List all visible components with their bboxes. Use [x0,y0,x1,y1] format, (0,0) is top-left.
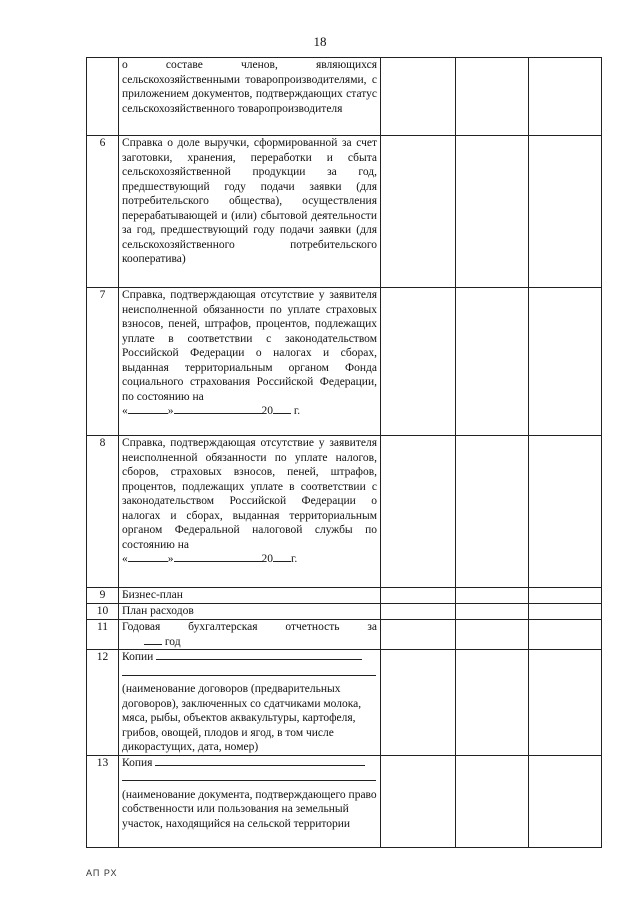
row-text-body: Справка, подтверждающая отсутствие у заявителя неисполненной обязанности по уплате налогов, сборов, страховых взносов, пеней, штрафов, процентов, подлежащих уплате в соответствии с законодательством Российской Федерации о налогах и сборах, выданная территориальным органом Федеральной налоговой службы по состоянию на [122,437,377,551]
row-text: Справка о доле выручки, сформированной за счет заготовки, хранения, переработки и сбыта сельскохозяйственной продукции за год, предшествующий году подачи заявки (для потребительского общества), осуществления перерабатывающей и (или) сбытовой деятельности за год, предшествующий году подачи заявки (для сельскохозяйственного потребительского кооператива) [119,136,381,288]
empty-cell [456,604,529,620]
row-number: 13 [87,755,119,847]
day-blank [128,413,168,414]
fill-line [156,659,362,660]
empty-cell [381,288,456,436]
table-row [87,755,602,847]
row-number: 11 [87,620,119,650]
date-close-quote: » [167,553,174,565]
empty-cell [529,650,602,756]
empty-cell [381,755,456,847]
row-text [119,755,381,847]
empty-cell [529,620,602,650]
row-text-body: Годовая бухгалтерская отчетность за [122,621,377,633]
row-text: о составе членов, являющихся сельскохозяйственными товаропроизводителями, с приложением документов, подтверждающих статус сельскохозяйственного товаропроизводителя [119,58,381,136]
day-blank [128,561,168,562]
table-row [87,588,602,604]
fill-line [155,765,365,766]
table-row [87,604,602,620]
empty-cell [381,604,456,620]
row-text-suffix: год [164,635,181,648]
row-caption: (наименование договоров (предварительных договоров), заключенных со сдатчиками молока, мяса, рыбы, объектов аквакультуры, картофеля, грибов, овощей, плодов и ягод, в том числе дикорастущих, дата, номер) [122,683,362,753]
year-suffix: г. [293,405,301,417]
empty-cell [456,436,529,588]
row-number: 12 [87,650,119,756]
table-row [87,288,602,436]
empty-cell [529,58,602,136]
year-prefix: 20 [261,405,273,417]
table-row [87,620,602,650]
row-text [119,620,381,650]
row-label: Копии [122,651,154,663]
documents-table [86,57,602,848]
date-open-quote: « [122,405,128,417]
empty-cell [529,755,602,847]
year-blank [273,413,291,414]
row-number: 6 [87,136,119,288]
year-prefix: 20 [261,553,273,565]
empty-cell [529,604,602,620]
row-number: 7 [87,288,119,436]
row-label: Копия [122,756,153,769]
row-caption: (наименование документа, подтверждающего право собственности или пользования на земельный участок, находящийся на сельской территории [122,788,377,830]
empty-cell [456,288,529,436]
row-number: 10 [87,604,119,620]
year-suffix: г. [291,553,298,565]
empty-cell [529,436,602,588]
table-row [87,58,602,136]
empty-cell [529,136,602,288]
empty-cell [456,650,529,756]
empty-cell [456,588,529,604]
empty-cell [381,436,456,588]
row-number: 8 [87,436,119,588]
year-blank [273,561,291,562]
fill-line [122,770,376,781]
empty-cell [381,58,456,136]
month-blank [174,413,262,414]
row-text [119,650,381,756]
empty-cell [381,588,456,604]
row-number [87,58,119,136]
row-text [119,436,381,588]
empty-cell [456,755,529,847]
empty-cell [456,620,529,650]
row-number: 9 [87,588,119,604]
table-row [87,436,602,588]
empty-cell [529,588,602,604]
empty-cell [381,136,456,288]
empty-cell [456,136,529,288]
empty-cell [456,58,529,136]
date-close-quote: » [167,405,174,417]
table-row [87,136,602,288]
footer-mark: АП РХ [86,868,118,878]
row-text [119,288,381,436]
empty-cell [381,620,456,650]
page-number: 18 [313,34,327,49]
empty-cell [381,650,456,756]
fill-line [122,665,376,676]
row-text: Бизнес-план [119,588,381,604]
row-text-body: Справка, подтверждающая отсутствие у заявителя неисполненной обязанности по уплате страховых взносов, пеней, штрафов, процентов, подлежащих уплате в соответствии с законодательством Российской Федерации о налогах и сборах, выданная территориальным органом Фонда социального страхования Российской Федерации, по состоянию на [122,289,377,403]
month-blank [174,561,262,562]
empty-cell [529,288,602,436]
table-row [87,650,602,756]
year-blank [144,644,162,645]
date-open-quote: « [122,553,128,565]
row-text: План расходов [119,604,381,620]
